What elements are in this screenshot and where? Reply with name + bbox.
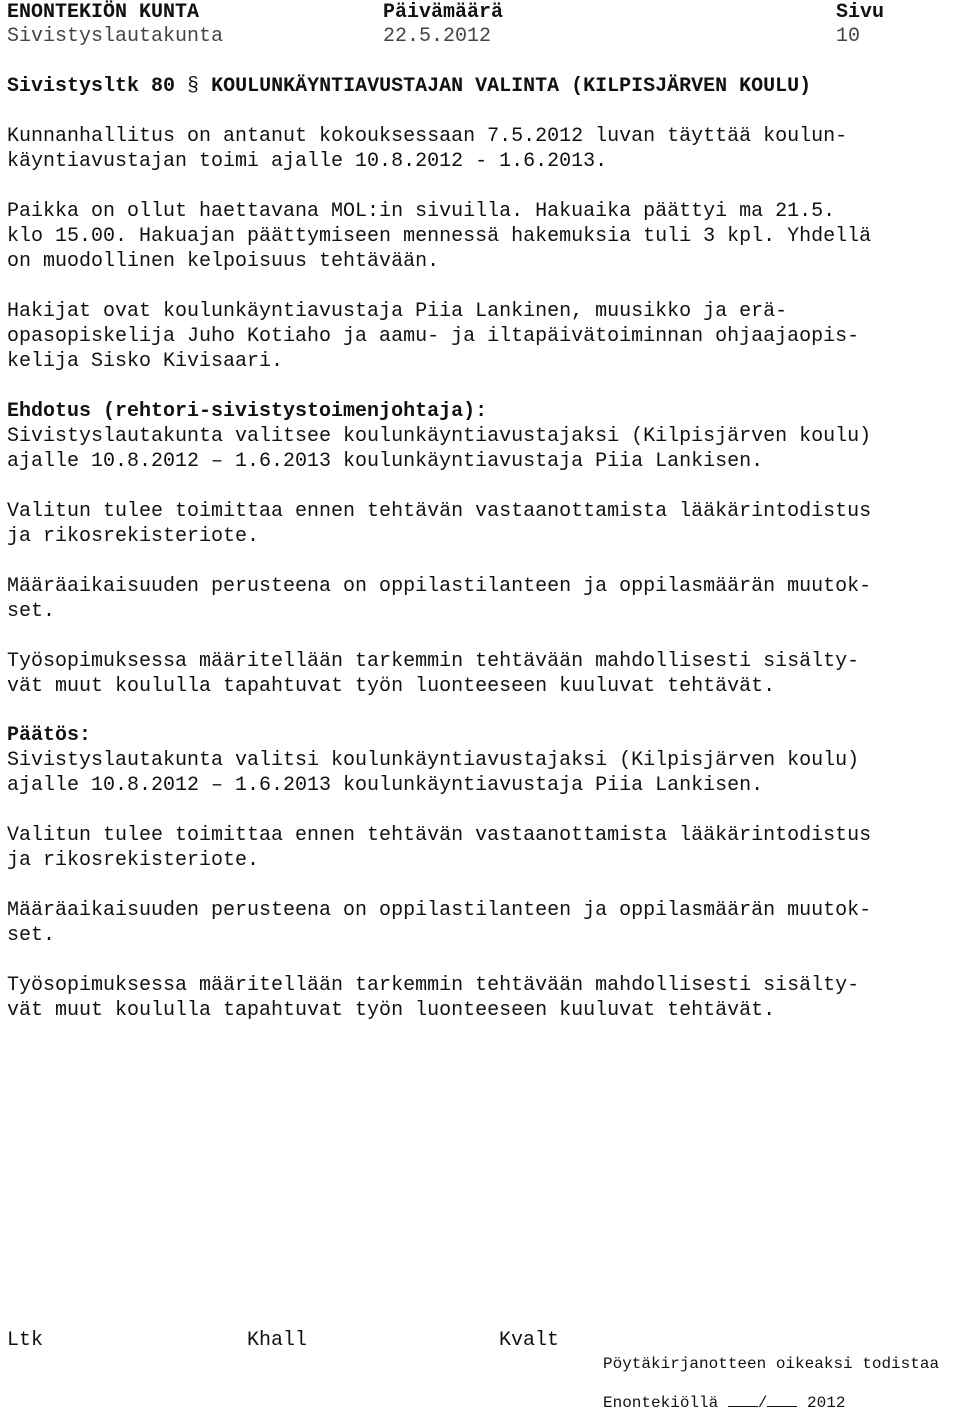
text-line: on muodollinen kelpoisuus tehtävään.	[7, 250, 440, 273]
signature-labels-row	[7, 1328, 955, 1353]
minutes-page	[7, 0, 955, 1414]
proposal-certificate-paragraph	[7, 499, 955, 549]
text-line: opasopiskelija Juho Kotiaho ja aamu- ja iltapäivätoiminnan ohjaajaopis-	[7, 325, 860, 348]
text-line: ajalle 10.8.2012 – 1.6.2013 koulunkäyntiavustaja Piia Lankisen.	[7, 450, 764, 473]
ltk-label: Ltk	[7, 1329, 44, 1352]
page-label: Sivu	[836, 1, 885, 24]
text-line: käyntiavustajan toimi ajalle 10.8.2012 - 1.6.2013.	[7, 150, 608, 173]
text-line: Sivistyslautakunta valitsee koulunkäyntiavustajaksi (Kilpisjärven koulu)	[7, 425, 872, 448]
kvalt-label: Kvalt	[499, 1329, 560, 1352]
section-title	[7, 74, 811, 99]
year-value: 2012	[807, 1394, 846, 1412]
meeting-date: 22.5.2012	[383, 25, 492, 48]
page-number: 10	[836, 25, 861, 48]
text-line: set.	[7, 600, 56, 623]
search-paragraph	[7, 199, 955, 274]
text-line: vät muut koululla tapahtuvat työn luonteeseen kuuluvat tehtävät.	[7, 999, 776, 1022]
text-line: Kunnanhallitus on antanut kokouksessaan 7.5.2012 luvan täyttää koulun-	[7, 125, 848, 148]
month-blank	[767, 1391, 797, 1407]
text-line: Sivistyslautakunta valitsi koulunkäyntiavustajaksi (Kilpisjärven koulu)	[7, 749, 860, 772]
khall-label: Khall	[247, 1329, 308, 1352]
section-sign: §	[187, 75, 200, 98]
applicants-paragraph	[7, 299, 955, 374]
day-blank	[728, 1391, 758, 1407]
decision-fixed-term-paragraph	[7, 898, 955, 948]
proposal-paragraph	[7, 399, 955, 474]
board-name: Sivistyslautakunta	[7, 25, 224, 48]
decision-certificate-paragraph	[7, 823, 955, 873]
date-slash: /	[757, 1394, 768, 1412]
text-line: Määräaikaisuuden perusteena on oppilastilanteen ja oppilasmäärän muutok-	[7, 575, 872, 598]
place-name: Enontekiöllä	[603, 1394, 719, 1412]
text-line: klo 15.00. Hakuajan päättymiseen mennessä hakemuksia tuli 3 kpl. Yhdellä	[7, 225, 872, 248]
proposal-fixed-term-paragraph	[7, 574, 955, 624]
decision-contract-paragraph	[7, 973, 955, 1023]
text-line: ja rikosrekisteriote.	[7, 849, 260, 872]
text-line: set.	[7, 924, 56, 947]
text-line: Valitun tulee toimittaa ennen tehtävän vastaanottamista lääkärintodistus	[7, 824, 872, 847]
text-line: Työsopimuksessa määritellään tarkemmin tehtävään mahdollisesti sisälty-	[7, 650, 860, 673]
decision-label: Päätös:	[7, 724, 92, 747]
municipality-name: ENONTEKIÖN KUNTA	[7, 1, 200, 24]
text-line: Työsopimuksessa määritellään tarkemmin tehtävään mahdollisesti sisälty-	[7, 974, 860, 997]
certification-text: Pöytäkirjanotteen oikeaksi todistaa	[603, 1355, 940, 1373]
intro-paragraph	[7, 124, 955, 174]
date-label: Päivämäärä	[383, 1, 504, 24]
text-line: Paikka on ollut haettavana MOL:in sivuilla. Hakuaika päättyi ma 21.5.	[7, 200, 836, 223]
text-line: Määräaikaisuuden perusteena on oppilastilanteen ja oppilasmäärän muutok-	[7, 899, 872, 922]
text-line: Hakijat ovat koulunkäyntiavustaja Piia Lankinen, muusikko ja erä-	[7, 300, 788, 323]
proposal-label: Ehdotus (rehtori-sivistystoimenjohtaja):	[7, 400, 488, 423]
place-date-line	[603, 1391, 845, 1413]
proposal-contract-paragraph	[7, 649, 955, 699]
text-line: ajalle 10.8.2012 – 1.6.2013 koulunkäyntiavustaja Piia Lankisen.	[7, 774, 764, 797]
section-heading: KOULUNKÄYNTIAVUSTAJAN VALINTA (KILPISJÄRVEN KOULU)	[211, 75, 812, 98]
header-sub-row	[7, 24, 955, 48]
decision-paragraph	[7, 723, 955, 798]
text-line: kelija Sisko Kivisaari.	[7, 350, 284, 373]
text-line: Valitun tulee toimittaa ennen tehtävän vastaanottamista lääkärintodistus	[7, 500, 872, 523]
header-top-row	[7, 0, 955, 24]
text-line: vät muut koululla tapahtuvat työn luonteeseen kuuluvat tehtävät.	[7, 675, 776, 698]
text-line: ja rikosrekisteriote.	[7, 525, 260, 548]
section-number: Sivistysltk 80	[7, 75, 176, 98]
